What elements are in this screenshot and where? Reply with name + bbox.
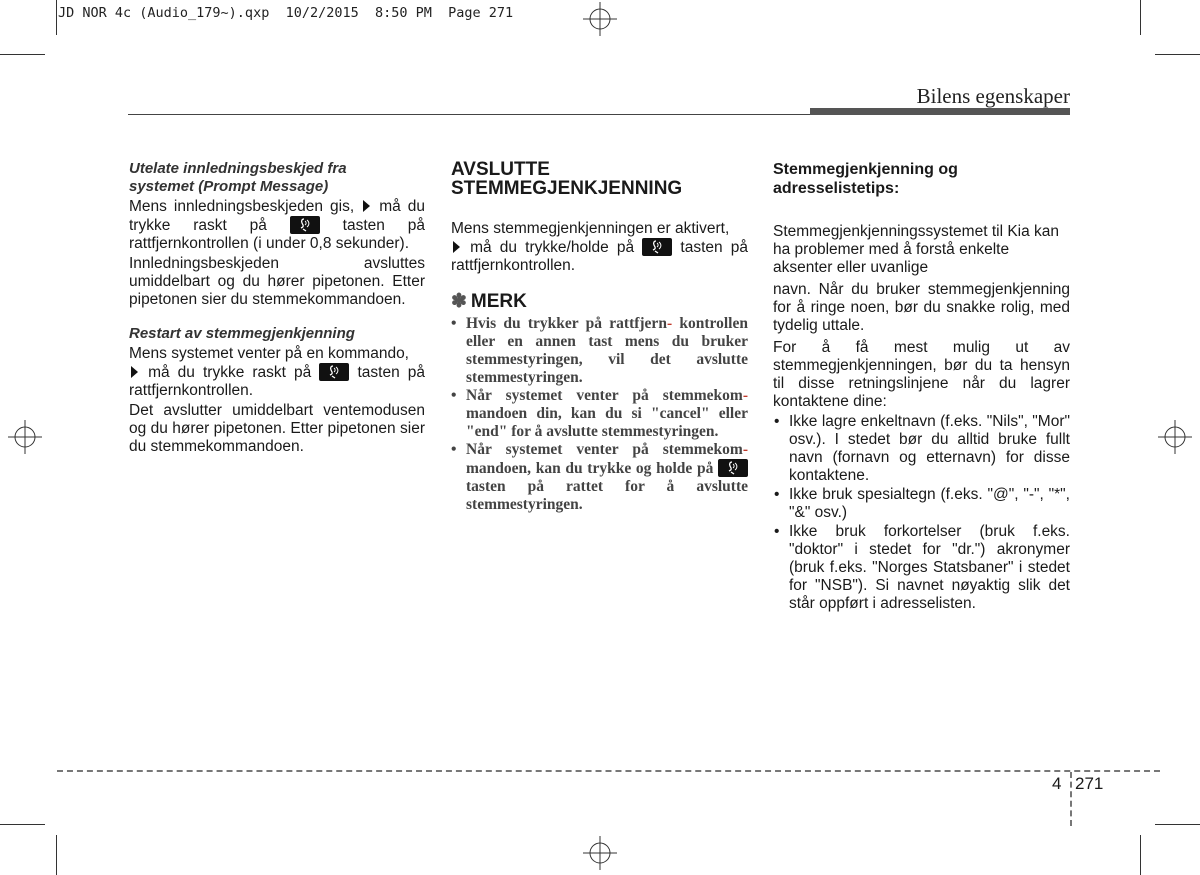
section-header-title: Bilens egenskaper [916,84,1070,108]
page-number: 271 [1075,774,1104,793]
crop-mark [0,54,45,55]
paragraph: navn. Når du bruker stemmegjenkjenning for å ringe noen, bør du snakke rolig, med tydelig uttale. [773,281,1070,334]
paragraph [129,345,425,400]
text-run: må du trykke raskt på [129,198,426,234]
paragraph [451,220,748,275]
text-run: kontrollen eller en annen tast mens du bruker stemmestyringen, vil det avslutte stemmestyringen. [466,315,748,386]
registration-mark-icon [583,836,617,870]
paragraph: Stemmegjenkjenningssystemet til Kia kan ha problemer med å forstå enkelte aksenter eller uvanlige [773,223,1060,276]
column-left [129,160,425,458]
title-line: Stemmegjenkjenning og [773,161,958,178]
text-run: må du trykke/holde på [470,239,635,256]
subheading-restart: Restart av stemmegjenkjenning [129,325,355,342]
text-run: Når systemet venter på stemmekom [466,387,743,404]
note-item [451,441,748,514]
subheading-prompt-message [129,160,425,196]
list-item: • Ikke bruk spesialtegn (f.eks. "@", "-", "*", "&" osv.) [773,486,1070,522]
chapter-number: 4 [1052,774,1062,793]
text-run: tasten på rattet for å avslutte stemmestyringen. [466,478,748,513]
subheading-line: systemet (Prompt Message) [129,178,329,195]
text-run: må du trykke raskt på [148,364,312,381]
crop-mark [0,824,45,825]
title-line: adresselistetips: [773,180,900,197]
registration-mark-icon [583,2,617,36]
hyphen: - [666,315,673,332]
tips-list [773,413,1070,613]
crop-mark [1155,54,1200,55]
crop-mark [1155,824,1200,825]
voice-recognition-button-icon [319,363,349,381]
asterisk-icon: ✽ [451,291,467,312]
voice-recognition-button-icon [290,216,320,234]
note-label: MERK [470,291,527,312]
text-run: Når systemet venter på stemmekom [466,441,743,458]
text-run: Hvis du trykker på rattfjern [466,315,667,332]
header-rule [128,114,810,115]
crop-mark [1140,0,1141,35]
text-run: tasten på rattfjernkontrollen. [451,239,749,274]
printer-slug: JD NOR 4c (Audio_179~).qxp 10/2/2015 8:50 PM Page 271 [58,5,514,21]
text-run: Mens innledningsbeskjeden gis, [129,198,355,215]
paragraph: For å få mest mulig ut av stemmegjenkjenningen, bør du ta hensyn til disse retningslinjene når du lagrer kontaktene dine: [773,339,1070,410]
note-heading [451,293,748,311]
note-list [451,315,748,514]
column-middle [451,160,748,514]
note-item [451,387,748,441]
text-run: Mens stemmegjenkjenningen er aktivert, [451,220,730,237]
voice-recognition-button-icon [642,238,672,256]
paragraph: Innledningsbeskjeden avsluttes umiddelbart og du hører pipetonen. Etter pipetonen sier du stemmekommandoen. [129,255,425,308]
registration-mark-icon [1158,420,1192,454]
play-triangle-icon [453,241,460,253]
crop-mark [56,835,57,875]
subheading-line: Utelate innledningsbeskjed fra [129,160,347,177]
footer-rule [57,770,1160,772]
list-item: • Ikke lagre enkeltnavn (f.eks. "Nils", "Mor" osv.). I stedet bør du alltid bruke fullt navn (fornavn og etternavn) for disse kontaktene. [773,413,1070,485]
text-run: mandoen din, kan du si "cancel" eller "end" for å avslutte stemmestyringen. [466,405,748,440]
column-right [773,160,1070,614]
play-triangle-icon [131,366,138,378]
text-run: mandoen, kan du trykke og holde på [466,460,714,477]
section-title [773,160,1070,198]
play-triangle-icon [363,200,370,212]
paragraph [129,198,425,253]
hyphen: - [742,387,748,404]
crop-mark [56,0,57,35]
section-title [451,160,748,198]
title-line: AVSLUTTE [451,159,550,180]
header-rule-accent [810,108,1070,115]
text-run: tasten på rattfjernkontrollen. [129,364,426,399]
text-run: Mens systemet venter på en kommando, [129,345,409,362]
crop-mark [1140,835,1141,875]
title-line: STEMMEGJENKJENNING [451,178,683,199]
note-item [451,315,748,387]
registration-mark-icon [8,420,42,454]
footer-divider [1070,772,1072,826]
hyphen: - [742,441,748,458]
text-run: tasten på rattfjernkontrollen (i under 0,8 sekunder). [129,217,425,252]
paragraph: Det avslutter umiddelbart ventemodusen og du hører pipetonen. Etter pipetonen sier du stemmekommandoen. [129,402,425,455]
voice-recognition-button-icon [718,459,748,477]
list-item: • Ikke bruk forkortelser (bruk f.eks. "doktor" i stedet for "dr.") akronymer (bruk f.eks. "Norges Statsbaner" i stedet for "NSB"). Si navnet nøyaktig slik det står oppført i adresselisten. [773,523,1070,613]
